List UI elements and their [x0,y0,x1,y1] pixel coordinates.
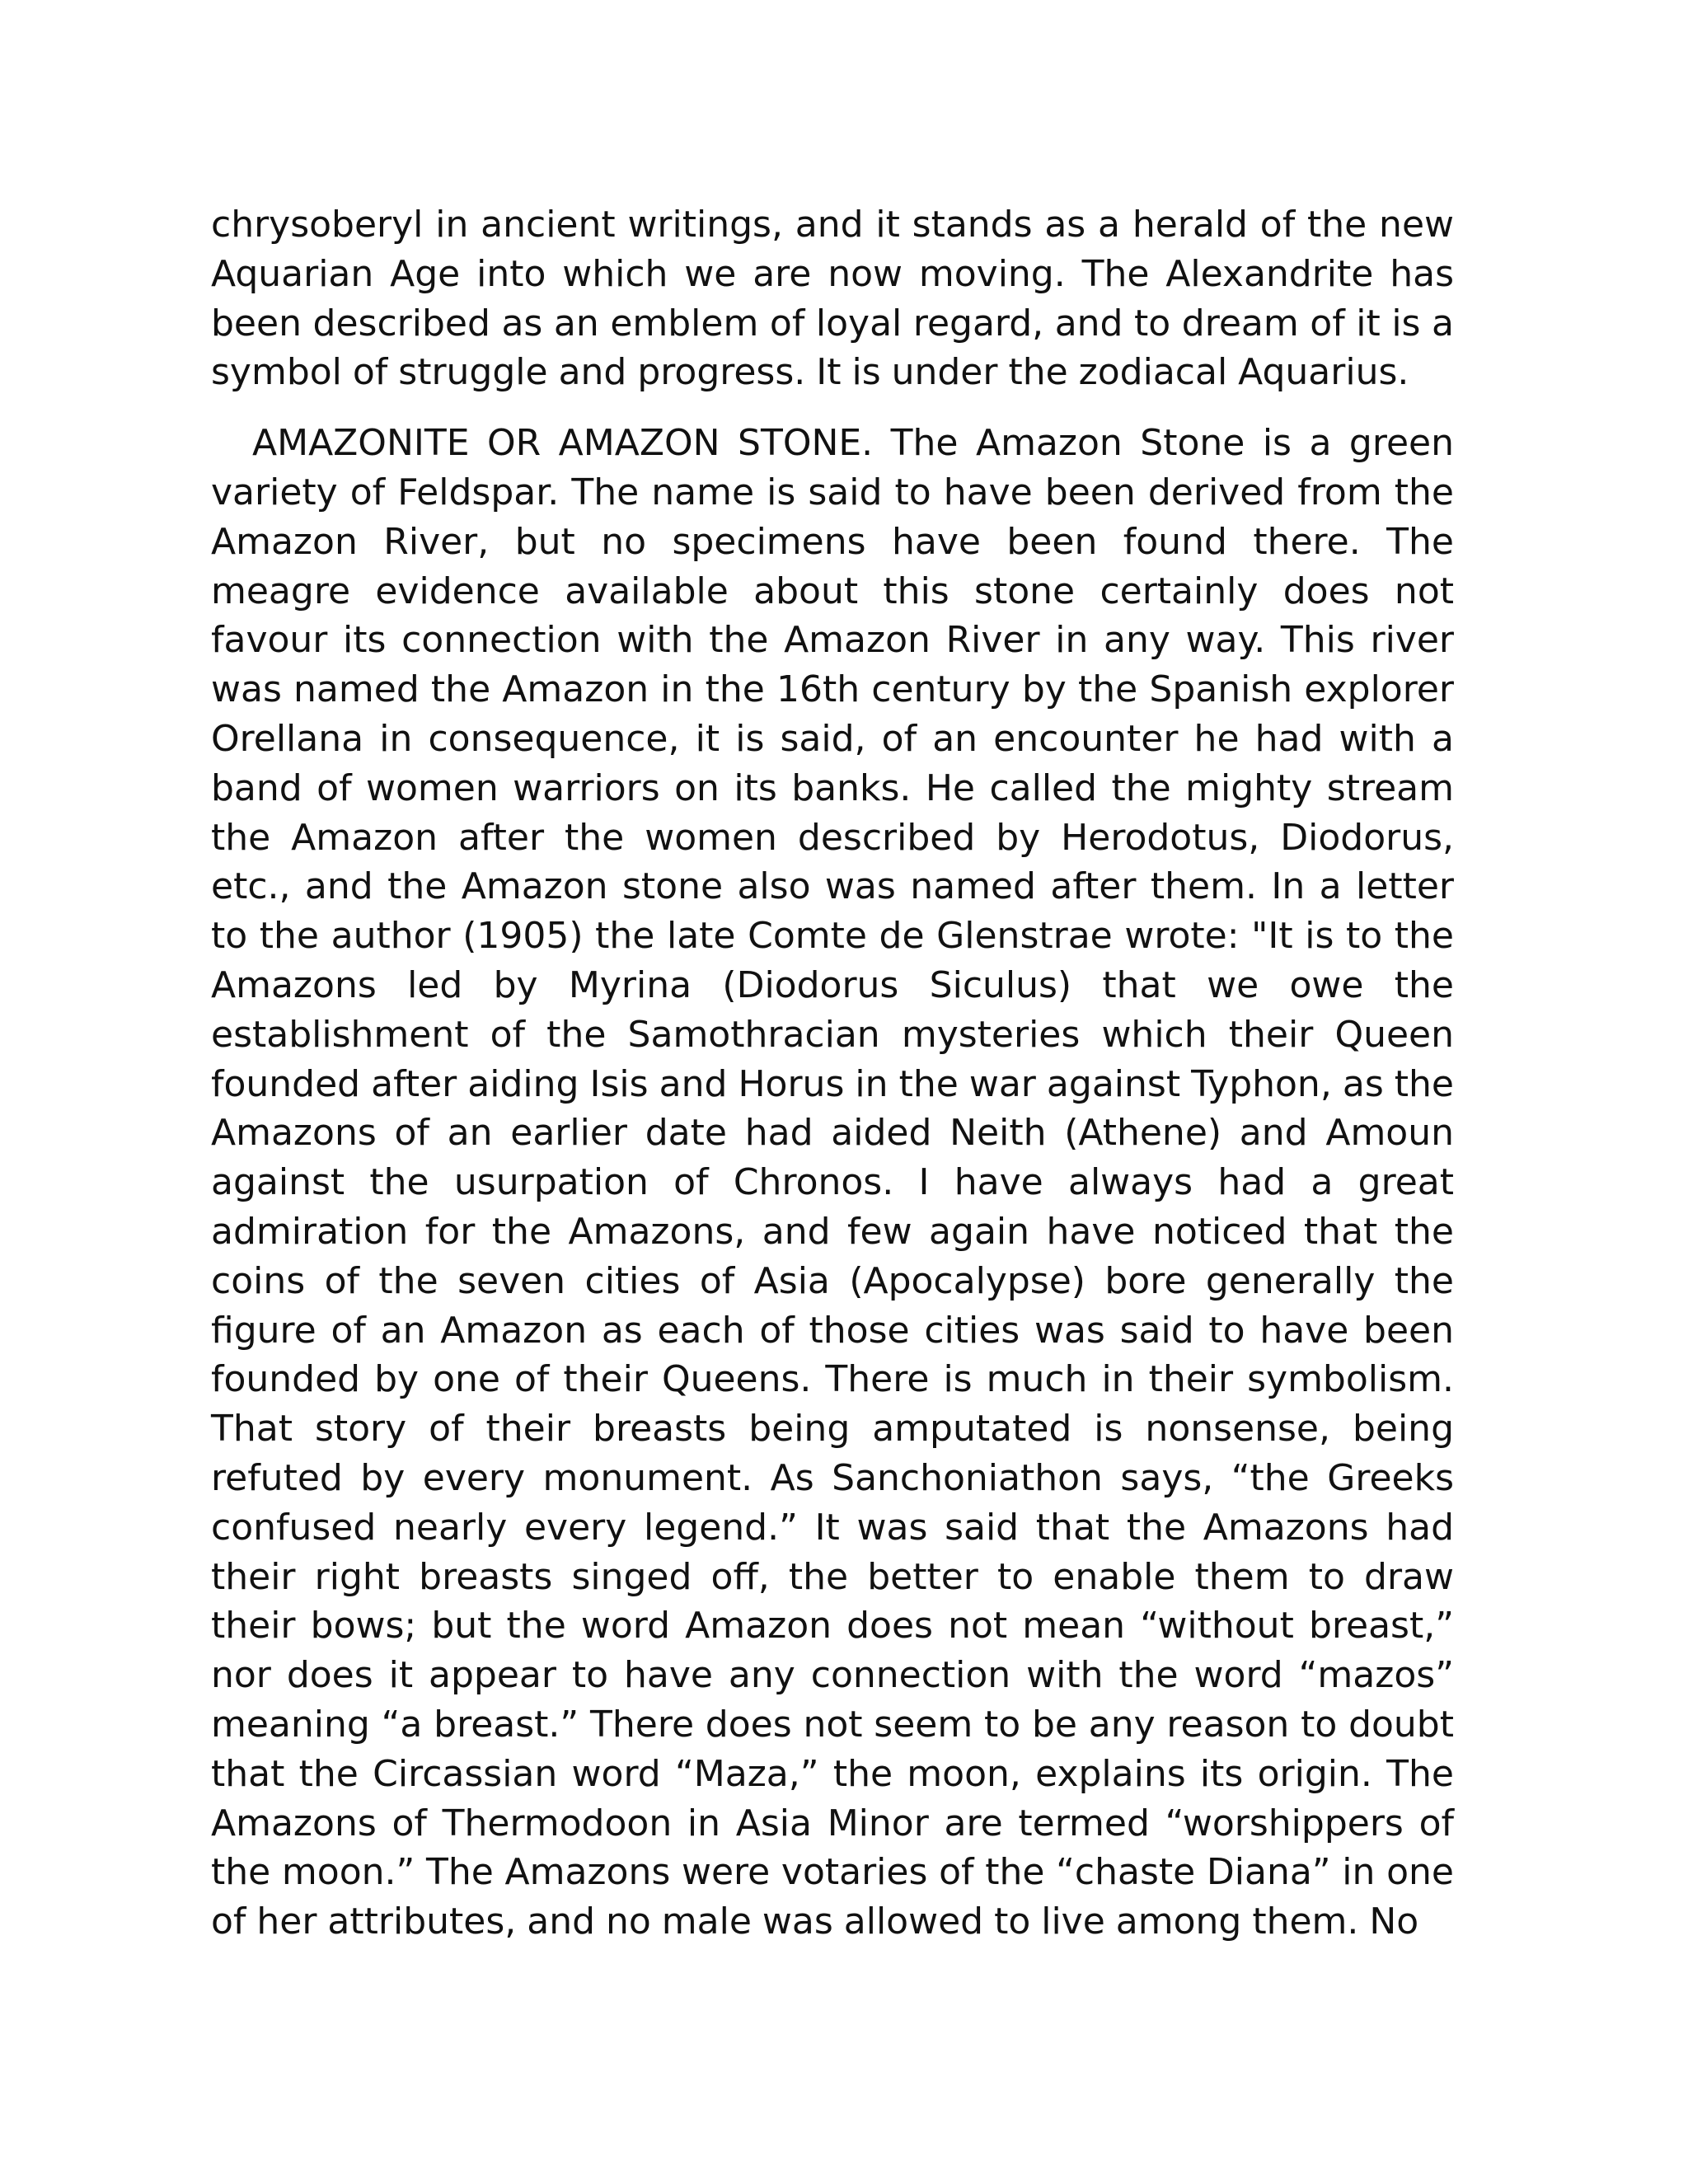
paragraph-alexandrite-continuation: chrysoberyl in ancient writings, and it stands as a herald of the new Aquarian Age into which we are now moving. The Alexandrite has been described as an emblem of loyal regard, and to dream of it is a symbol of struggle and progress. It is under the zodiacal Aquarius. [211,204,1454,394]
document-page [211,200,1454,1947]
paragraph-amazonite: AMAZONITE OR AMAZON STONE. The Amazon Stone is a green variety of Feldspar. The name is said to have been derived from the Amazon River, but no specimens have been found there. The meagre evidence available about this stone certainly does not favour its connection with the Amazon River in any way. This river was named the Amazon in the 16th century by the Spanish explorer Orellana in consequence, it is said, of an encounter he had with a band of women warriors on its banks. He called the mighty stream the Amazon after the women described by Herodotus, Diodorus, etc., and the Amazon stone also was named after them. In a letter to the author (1905) the late Comte de Glenstrae wrote: "It is to the Amazons led by Myrina (Diodorus Siculus) that we owe the establishment of the Samothracian mysteries which their Queen founded after aiding Isis and Horus in the war against Typhon, as the Amazons of an earlier date had aided Neith (Athene) and Amoun against the usurpation of Chronos. I have always had a great admiration for the Amazons, and few again have noticed that the coins of the seven cities of Asia (Apocalypse) bore generally the figure of an Amazon as each of those cities was said to have been founded by one of their Queens. There is much in their symbolism. That story of their breasts being amputated is nonsense, being refuted by every monument. As Sanchoniathon says, “the Greeks confused nearly every legend.” It was said that the Amazons had their right breasts singed off, the better to enable them to draw their bows; but the word Amazon does not mean “without breast,” nor does it appear to have any connection with the word “mazos” meaning “a breast.” There does not seem to be any reason to doubt that the Circassian word “Maza,” the moon, explains its origin. The Amazons of Thermodoon in Asia Minor are termed “worshippers of the moon.” The Amazons were votaries of the “chaste Diana” in one of her attributes, and no male was allowed to live among them. No [211,422,1454,1943]
